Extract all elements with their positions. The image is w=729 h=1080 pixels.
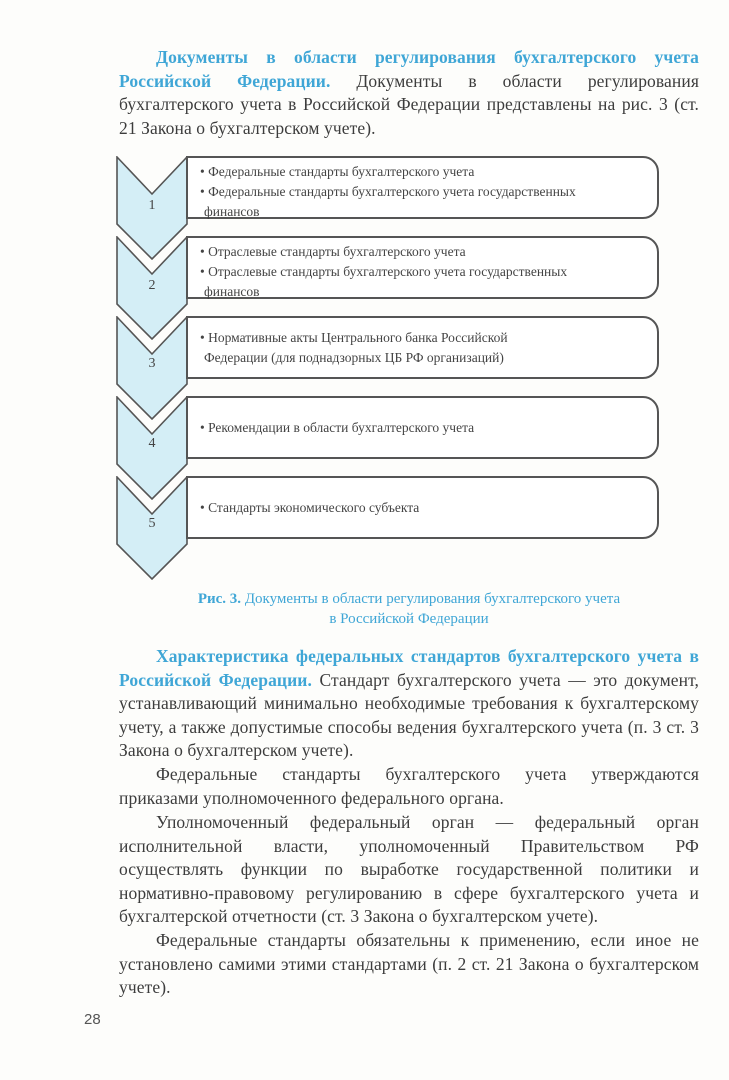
level-item: финансов — [204, 204, 260, 219]
section-p1-text: Стандарт бухгалтерского учета — это документ, устанавливающий минимально необходимые требования к бухгалтерскому учету, а также допустимые способы ведения бухгалтерского учета (п. 3 ст. 3 Закона о бухгалтерском учете). — [119, 669, 699, 760]
section-paragraph-4: Федеральные стандарты обязательны к применению, если иное не установлено самими этими стандартами (п. 2 ст. 21 Закона о бухгалтерском учете). — [119, 930, 699, 997]
level-item: • Федеральные стандарты бухгалтерского учета — [200, 164, 475, 179]
section-paragraph-2: Федеральные стандарты бухгалтерского учета утверждаются приказами уполномоченного федерального органа. — [119, 764, 699, 808]
section-heading: Характеристика федеральных стандартов бухгалтерского учета в Российской Федерации. — [119, 646, 699, 690]
level-item: • Отраслевые стандарты бухгалтерского учета государственных — [200, 264, 568, 279]
level-box-1 — [186, 156, 659, 219]
level-number: 4 — [148, 436, 156, 451]
level-number: 1 — [148, 198, 156, 213]
section-paragraph-3: Уполномоченный федеральный орган — федеральный орган исполнительной власти, уполномоченный Правительством РФ осуществлять функции по выработке государственной политики и нормативно-правовому регулированию в сфере бухгалтерского учета и бухгалтерской отчетности (ст. 3 Закона о бухгалтерском учете). — [119, 812, 699, 926]
level-item: • Отраслевые стандарты бухгалтерского учета — [200, 244, 466, 259]
level-box-5 — [186, 476, 659, 539]
intro-paragraph — [119, 46, 699, 140]
level-item: • Нормативные акты Центрального банка Российской — [200, 330, 508, 345]
level-number: 5 — [148, 516, 156, 531]
caption-line-2: в Российской Федерации — [329, 611, 489, 627]
caption-label: Рис. 3. — [197, 591, 242, 607]
level-number: 3 — [148, 356, 156, 371]
level-box-3 — [186, 316, 659, 379]
level-number: 2 — [148, 278, 156, 293]
section-paragraph-1 — [119, 645, 699, 763]
caption-line-1: Документы в области регулирования бухгалтерского учета — [241, 591, 621, 607]
level-item: финансов — [204, 284, 260, 299]
level-item: • Стандарты экономического субъекта — [200, 499, 420, 515]
level-box-4 — [186, 396, 659, 459]
level-box-2 — [186, 236, 659, 299]
level-item: • Федеральные стандарты бухгалтерского учета государственных — [200, 184, 576, 199]
intro-text: Документы в области регулирования бухгалтерского учета в Российской Федерации представлены на рис. 3 (ст. 21 Закона о бухгалтерском учете). — [119, 70, 699, 138]
figure-caption — [119, 589, 699, 629]
level-item: Федерации (для поднадзорных ЦБ РФ организаций) — [204, 350, 504, 365]
documents-hierarchy-diagram — [116, 150, 696, 575]
level-item: • Рекомендации в области бухгалтерского учета — [200, 419, 475, 435]
intro-heading: Документы в области регулирования бухгалтерского учета Российской Федерации. — [119, 47, 699, 91]
page-number: 28 — [84, 1011, 101, 1028]
